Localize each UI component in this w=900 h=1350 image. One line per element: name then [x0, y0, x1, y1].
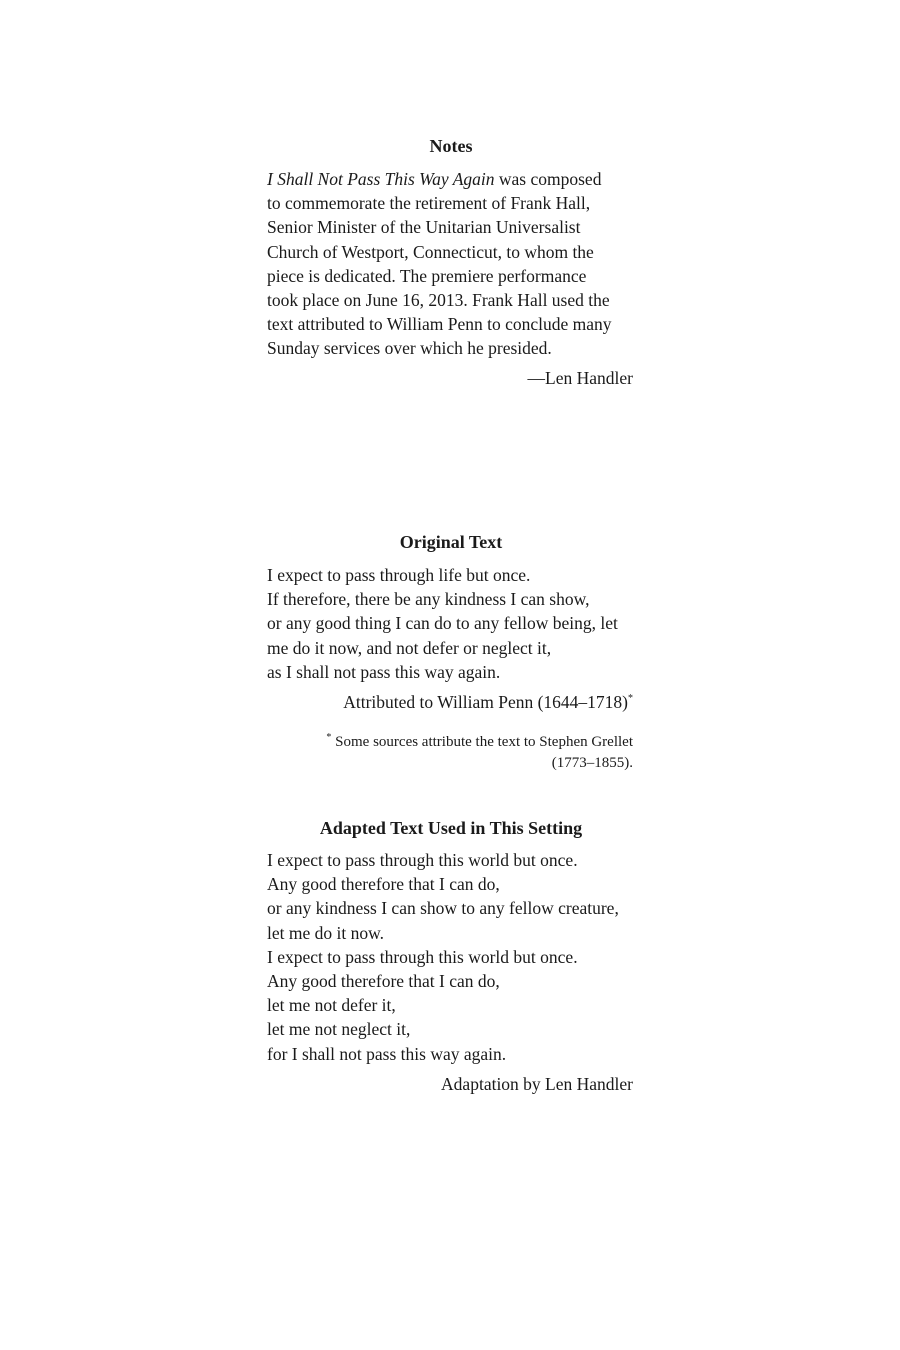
original-text-poem — [267, 563, 618, 684]
footnote-line: (1773–1855). — [551, 755, 633, 771]
poem-line: or any kindness I can show to any fellow creature, — [267, 898, 619, 919]
poem-line: I expect to pass through this world but once. — [267, 850, 578, 870]
notes-line: text attributed to William Penn to conclude many — [267, 314, 612, 335]
original-text-heading: Original Text — [399, 532, 503, 552]
notes-paragraph — [267, 167, 612, 361]
original-attribution: Attributed to William Penn (1644–1718)* — [343, 692, 633, 712]
footnote-marker: * — [628, 693, 633, 705]
poem-line: Any good therefore that I can do, — [267, 971, 500, 992]
poem-line: me do it now, and not defer or neglect it, — [267, 637, 552, 658]
poem-line: as I shall not pass this way again. — [267, 661, 501, 682]
adapted-attribution: Adaptation by Len Handler — [441, 1074, 633, 1094]
footnote-line: * Some sources attribute the text to Stephen Grellet — [326, 732, 633, 750]
poem-line: let me do it now. — [267, 922, 384, 943]
footnote — [267, 732, 633, 774]
poem-line: let me not neglect it, — [267, 1019, 411, 1040]
adapted-text-heading: Adapted Text Used in This Setting — [319, 818, 583, 838]
notes-heading: Notes — [429, 136, 473, 156]
poem-line: or any good thing I can do to any fellow being, let — [267, 613, 618, 634]
piece-title: I Shall Not Pass This Way Again — [267, 169, 495, 189]
notes-line: piece is dedicated. The premiere performance — [267, 265, 587, 286]
footnote-marker: * — [326, 732, 332, 743]
notes-signature: —Len Handler — [527, 368, 633, 388]
poem-line: for I shall not pass this way again. — [267, 1043, 507, 1064]
notes-line: Sunday services over which he presided. — [267, 338, 552, 359]
notes-line: Senior Minister of the Unitarian Universalist — [267, 217, 581, 238]
notes-line: Church of Westport, Connecticut, to whom the — [267, 241, 594, 262]
adapted-text-poem — [267, 848, 619, 1066]
notes-line: to commemorate the retirement of Frank Hall, — [267, 193, 591, 214]
notes-line: took place on June 16, 2013. Frank Hall used the — [267, 290, 610, 311]
poem-line: let me not defer it, — [267, 995, 396, 1016]
poem-line: If therefore, there be any kindness I can show, — [267, 589, 590, 610]
poem-line: I expect to pass through this world but once. — [267, 946, 578, 967]
poem-line: Any good therefore that I can do, — [267, 874, 500, 895]
notes-line: I Shall Not Pass This Way Again was composed — [267, 169, 602, 189]
poem-line: I expect to pass through life but once. — [267, 565, 531, 585]
